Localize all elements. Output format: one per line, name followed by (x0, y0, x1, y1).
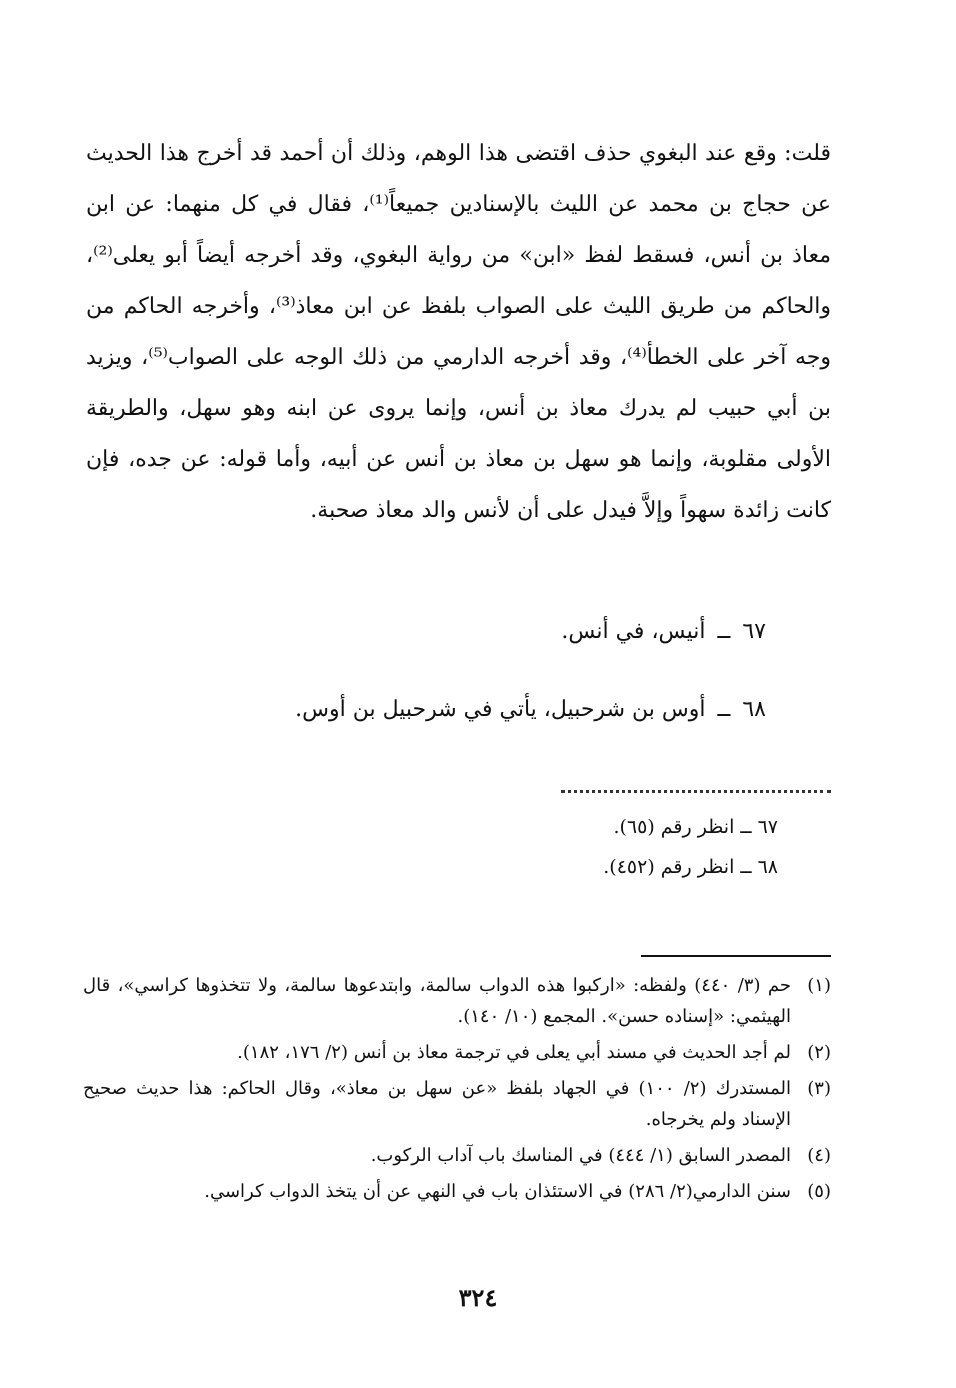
footnote-text: لم أجد الحديث في مسند أبي يعلى في ترجمة معاذ بن أنس (٢/ ١٧٦، ١٨٢). (237, 1042, 791, 1063)
footnote-4 (83, 1140, 831, 1171)
entry-number: ٦٨ (742, 697, 766, 722)
footnote-5 (83, 1176, 831, 1207)
entry-67 (561, 612, 766, 652)
footnote-number: (١) (807, 975, 831, 996)
page-number: ٣٢٤ (458, 1283, 498, 1312)
side-note-67: ٦٧ ــ انظر رقم (٦٥). (613, 816, 778, 838)
footnote-number: (٥) (807, 1181, 831, 1202)
footnote-number: (٣) (807, 1078, 831, 1099)
main-paragraph: قلت: وقع عند البغوي حذف اقتضى هذا الوهم، وذلك أن أحمد قد أخرج هذا الحديث عن حجاج بن محمد عن الليث بالإسنادين جميعاً⁽¹⁾، فقال في كل منهما: عن ابن معاذ بن أنس، فسقط لفظ «ابن» من رواية البغوي، وقد أخرجه أيضاً أبو يعلى⁽²⁾، والحاكم من طريق الليث على الصواب بلفظ عن ابن معاذ⁽³⁾، وأخرجه الحاكم من وجه آخر على الخطأ⁽⁴⁾، وقد أخرجه الدارمي من ذلك الوجه على الصواب⁽⁵⁾، ويزيد بن أبي حبيب لم يدرك معاذ بن أنس، وإنما يروى عن ابنه وهو سهل، والطريقة الأولى مقلوبة، وإنما هو سهل بن معاذ بن أنس عن أبيه، وأما قوله: عن جده، فإن كانت زائدة سهواً وإلاَّ فيدل على أن لأنس والد معاذ صحبة. (86, 141, 832, 523)
footnote-divider (641, 955, 831, 957)
footnote-number: (٢) (807, 1042, 831, 1063)
footnote-text: سنن الدارمي(٢/ ٢٨٦) في الاستئذان باب في النهي عن أن يتخذ الدواب كراسي. (204, 1181, 791, 1202)
footnote-3 (83, 1073, 831, 1135)
footnote-text: المستدرك (٢/ ١٠٠) في الجهاد بلفظ «عن سهل بن معاذ»، وقال الحاكم: هذا حديث صحيح الإسناد ولم يخرجاه. (83, 1078, 791, 1130)
dotted-separator (561, 790, 831, 793)
entry-dash: ــ (717, 697, 731, 722)
entry-68 (295, 690, 766, 730)
entry-number: ٦٧ (742, 619, 766, 644)
entry-text: أنيس، في أنس. (561, 619, 706, 644)
footnote-2 (83, 1037, 831, 1068)
main-text-block (86, 128, 831, 536)
footnote-1 (83, 970, 831, 1032)
footnote-text: حم (٣/ ٤٤٠) ولفظه: «اركبوا هذه الدواب سالمة، وابتدعوها سالمة، ولا تتخذوها كراسي»، قال الهيثمي: «إسناده حسن». المجمع (١٠/ ١٤٠). (83, 975, 791, 1027)
footnote-text: المصدر السابق (١/ ٤٤٤) في المناسك باب آداب الركوب. (370, 1145, 791, 1166)
entry-dash: ــ (717, 619, 731, 644)
footnotes-section (83, 970, 831, 1212)
footnote-number: (٤) (807, 1145, 831, 1166)
entry-text: أوس بن شرحبيل، يأتي في شرحبيل بن أوس. (295, 697, 706, 722)
side-note-68: ٦٨ ــ انظر رقم (٤٥٢). (603, 856, 778, 878)
